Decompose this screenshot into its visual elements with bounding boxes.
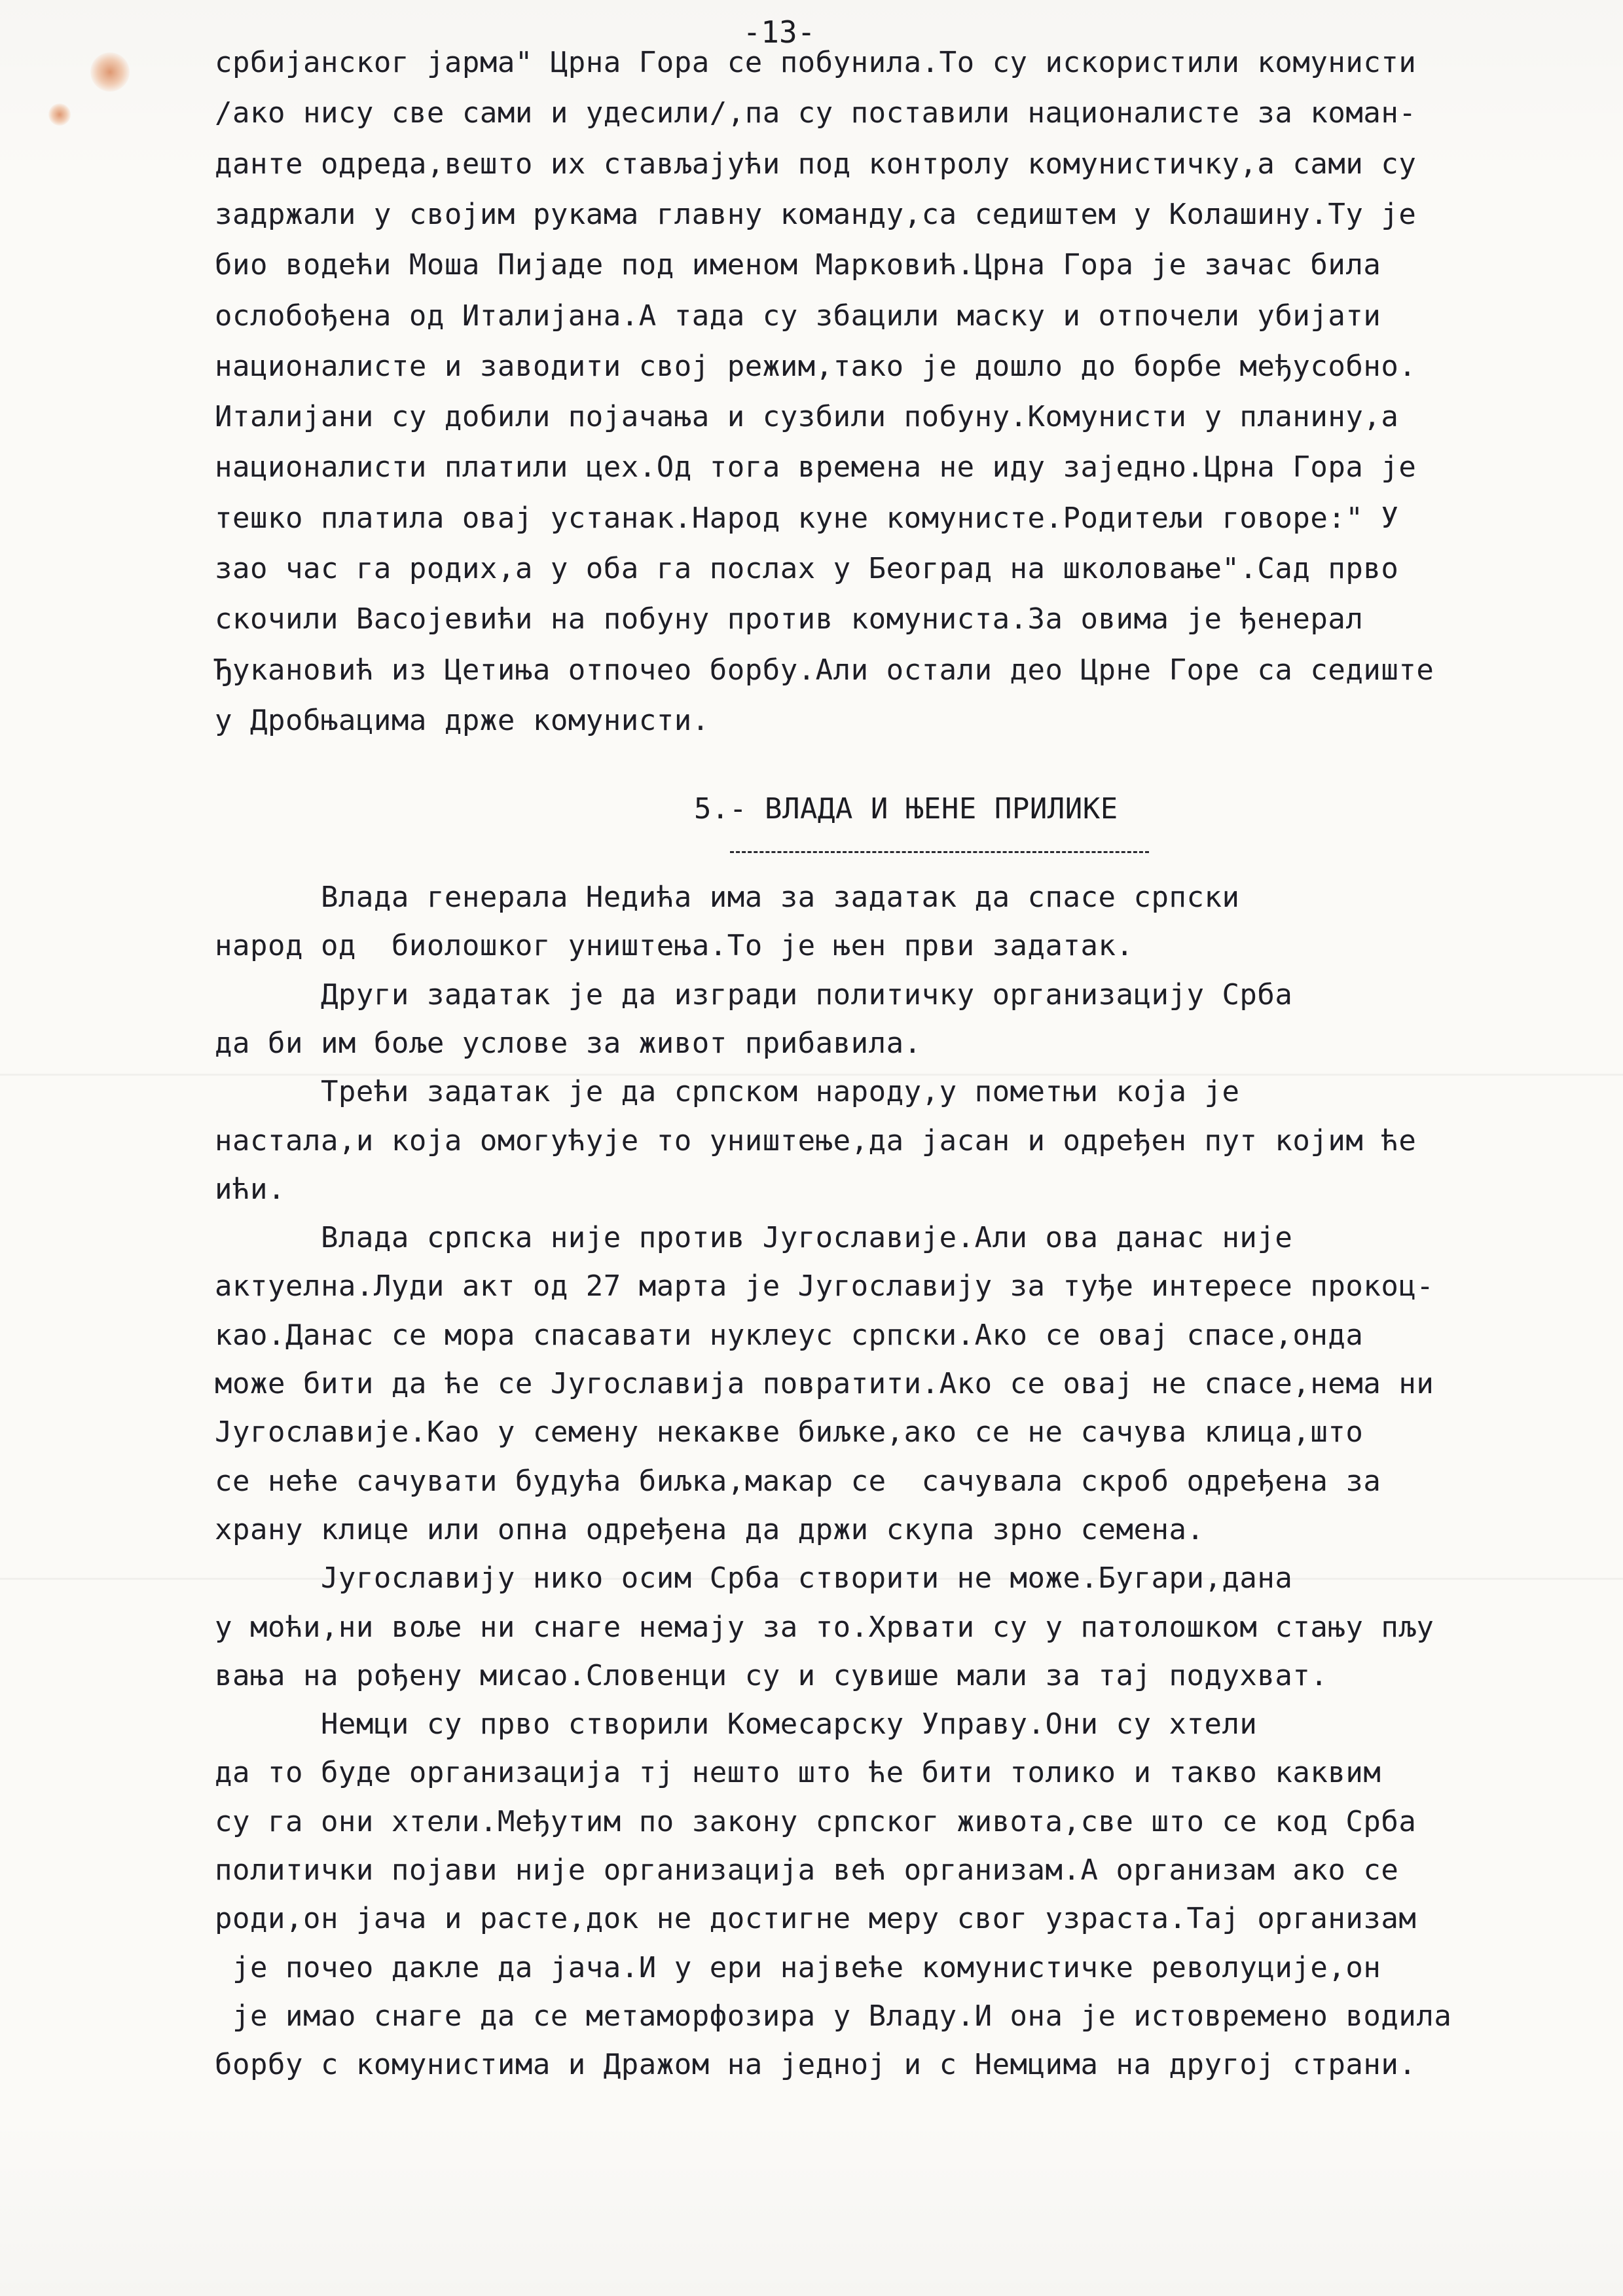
text-line: вања на рођену мисао.Словенци су и сувише мали за тај подухват.: [215, 1659, 1328, 1692]
heading-underline: [730, 851, 1149, 853]
text-line: /ако нису све сами и удесили/,па су поставили националисте за коман-: [215, 96, 1417, 130]
text-line: борбу с комунистима и Дражом на једној и с Немцима на другој страни.: [215, 2048, 1417, 2081]
page-number: -13-: [742, 14, 816, 50]
text-line: Немци су прво створили Комесарску Управу.Они су хтели: [215, 1707, 1258, 1741]
text-line: задржали у својим рукама главну команду,са седиштем у Колашину.Ту је: [215, 198, 1417, 231]
text-line: зао час га родих,а у оба га послах у Београд на школовање".Сад прво: [215, 552, 1399, 585]
text-line: роди,он јача и расте,док не достигне меру свог узраста.Тај организам: [215, 1902, 1417, 1935]
text-line: Влада генерала Недића има за задатак да спасе српски: [215, 881, 1240, 914]
text-line: актуелна.Луди акт од 27 марта је Југославију за туђе интересе прокоц-: [215, 1269, 1434, 1303]
text-line: народ од биолошког уништења.То је њен први задатак.: [215, 929, 1134, 962]
text-line: тешко платила овај устанак.Народ куне комунисте.Родитељи говоре:" У: [215, 501, 1399, 535]
text-line: Југославије.Као у семену некакве биљке,ако се не сачува клица,што: [215, 1415, 1364, 1449]
text-line: као.Данас се мора спасавати нуклеус српски.Ако се овај спасе,онда: [215, 1319, 1364, 1352]
text-line: србијанског јарма" Црна Гора се побунила.То су искористили комунисти: [215, 46, 1417, 79]
text-line: данте одреда,вешто их стављајући под контролу комунистичку,а сами су: [215, 147, 1417, 181]
text-line: националисте и заводити свој режим,тако је дошло до борбе међусобно.: [215, 350, 1417, 383]
text-line: у Дробњацима држе комунисти.: [215, 704, 710, 737]
text-line: Италијани су добили појачања и сузбили побуну.Комунисти у планину,а: [215, 400, 1399, 433]
rust-stain: [48, 103, 71, 126]
text-line: да то буде организација тј нешто што ће бити толико и такво каквим: [215, 1756, 1381, 1789]
text-line: се неће сачувати будућа биљка,макар се сачувала скроб одређена за: [215, 1465, 1381, 1498]
rust-stain: [90, 52, 130, 92]
text-line: националисти платили цех.Од тога времена не иду заједно.Црна Гора је: [215, 450, 1417, 484]
text-line: Влада српска није против Југославије.Али ова данас није: [215, 1221, 1293, 1254]
text-line: политички појави није организација већ организам.А организам ако се: [215, 1853, 1399, 1887]
text-line: храну клице или опна одређена да држи скупа зрно семена.: [215, 1513, 1205, 1546]
text-line: Ђукановић из Цетиња отпочео борбу.Али остали део Црне Горе са седиште: [215, 653, 1434, 687]
text-line: је почео дакле да јача.И у ери највеће комунистичке револуције,он: [215, 1951, 1381, 1984]
text-line: ослобођена од Италијана.А тада су збацили маску и отпочели убијати: [215, 299, 1381, 333]
text-line: Трећи задатак је да српском народу,у пометњи која је: [215, 1075, 1240, 1108]
text-line: је имао снаге да се метаморфозира у Владу.И она је истовремено водила: [215, 1999, 1452, 2033]
text-line: био водећи Моша Пијаде под именом Марковић.Црна Гора је зачас била: [215, 248, 1381, 282]
text-line: ићи.: [215, 1173, 285, 1206]
text-line: настала,и која омогућује то уништење,да јасан и одређен пут којим ће: [215, 1124, 1417, 1157]
text-line: скочили Васојевићи на побуну против комуниста.За овима је ђенерал: [215, 602, 1364, 636]
text-line: може бити да ће се Југославија повратити.Ако се овај не спасе,нема ни: [215, 1367, 1434, 1400]
section-heading: 5.- ВЛАДА И ЊЕНЕ ПРИЛИКЕ: [694, 792, 1118, 826]
text-line: Југославију нико осим Срба створити не може.Бугари,дана: [215, 1561, 1293, 1595]
text-line: да би им боље услове за живот прибавила.: [215, 1027, 922, 1060]
text-line: су га они хтели.Међутим по закону српског живота,све што се код Срба: [215, 1805, 1417, 1838]
text-line: у моћи,ни воље ни снаге немају за то.Хрвати су у патолошком стању пљу: [215, 1611, 1434, 1644]
text-line: Други задатак је да изгради политичку организацију Срба: [215, 978, 1293, 1011]
